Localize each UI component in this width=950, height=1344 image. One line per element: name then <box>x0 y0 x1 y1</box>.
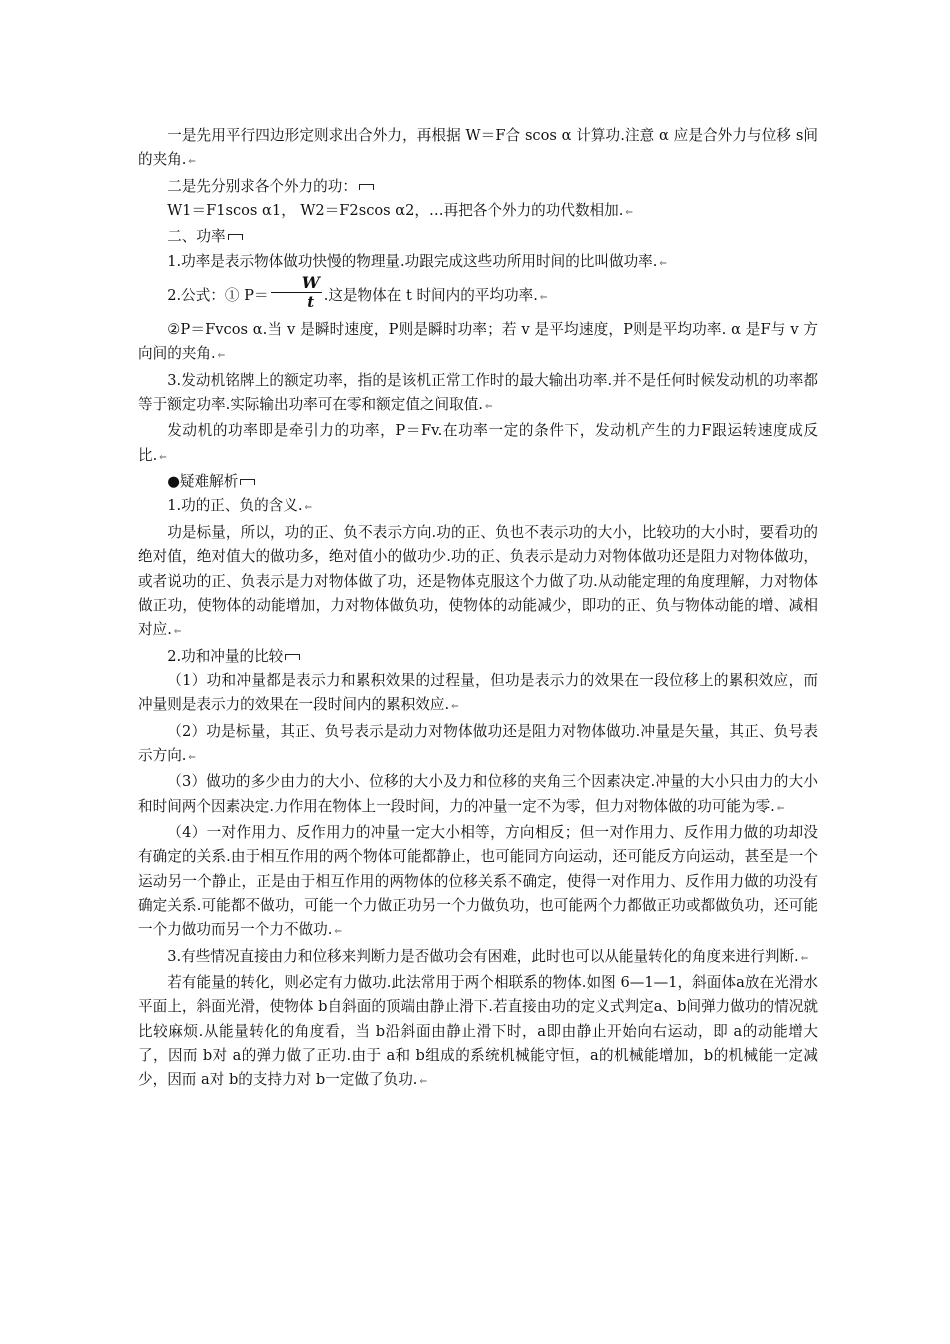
paragraph-mark-icon: ⇐ <box>304 503 313 514</box>
paragraph-text: 2.公式：① P＝ <box>167 287 269 305</box>
paragraph <box>138 945 818 971</box>
paragraph-mark-icon: ⇐ <box>539 293 548 304</box>
paragraph-text: 1.功率是表示物体做功快慢的物理量.功跟完成这些功所用时间的比叫做功率. <box>167 252 658 270</box>
paragraph-text: （1）功和冲量都是表示力和累积效果的过程量，但功是表示力的效果在一段位移上的累积效应，而冲量则是表示力的效果在一段时间内的累积效应. <box>138 671 818 714</box>
paragraph-mark-icon: ⇐ <box>659 258 667 269</box>
paragraph-text: 3.有些情况直接由力和位移来判断力是否做功会有困难，此时也可以从能量转化的角度来进行判断. <box>167 947 799 965</box>
paragraph-text: （3）做功的多少由力的大小、位移的大小及力和位移的夹角三个因素决定.冲量的大小只由力的大小和时间两个因素决定.力作用在物体上一段时间，力的冲量一定不为零，但力对物体做的功可能为零. <box>138 773 818 815</box>
heading-text: ●疑难解析 <box>167 473 239 491</box>
paragraph-mark-icon: ⇐ <box>173 627 182 638</box>
paragraph-text: 若有能量的转化，则必定有力做功.此法常用于两个相联系的物体.如图 6—1—1，斜面体a放在光滑水平面上，斜面光滑，使物体 b自斜面的顶端由静止滑下.若直接由功的定义式判定a、b间弹力做功的情况就比较麻烦.从能量转化的角度看，当 b沿斜面由静止滑下时，a即由静止开始向右运动，即 a的动能增大了，因而 b对 a的弹力做了正功.由于 a和 b组成的系统机械能守恒，a的机械能增加，b的机械能一定减少，因而 a对 b的支持力对 b一定做了负功. <box>138 974 818 1089</box>
paragraph <box>138 369 818 420</box>
paragraph <box>138 494 818 520</box>
paragraph <box>138 250 818 276</box>
paragraph <box>138 669 818 720</box>
paragraph-mark-icon: ⇐ <box>625 208 633 219</box>
paragraph <box>138 720 818 771</box>
paragraph <box>138 199 818 225</box>
paragraph <box>138 124 818 175</box>
paragraph-text: （2）功是标量，其正、负号表示是动力对物体做功还是阻力对物体做功.冲量是矢量，其正、负号表示方向. <box>138 722 818 764</box>
paragraph-mark-icon: ⇐ <box>419 1077 427 1088</box>
fraction-denominator: t <box>307 292 315 311</box>
paragraph-text: 二是先分别求各个外力的功： <box>167 177 357 195</box>
paragraph-mark-icon: ⇐ <box>188 157 196 168</box>
paragraph-text: 1.功的正、负的含义. <box>167 497 303 515</box>
paragraph-mark-icon: ⇐ <box>800 953 809 964</box>
paragraph <box>138 419 818 470</box>
heading-text: 二、功率 <box>167 228 226 246</box>
paragraph-text: 3.发动机铭牌上的额定功率，指的是该机正常工作时的最大输出功率.并不是任何时候发动机的功率都等于额定功率.实际输出功率可在零和额定值之间取值. <box>138 371 818 414</box>
paragraph-text: 2.功和冲量的比较 <box>167 647 284 665</box>
paragraph-mark-icon: ⇐ <box>451 702 459 713</box>
section-heading <box>138 470 818 494</box>
paragraph-text: 发动机的功率即是牵引力的功率，P＝Fv.在功率一定的条件下，发动机产生的力F跟运转速度成反比. <box>138 422 818 464</box>
fraction-numerator: W <box>271 274 322 293</box>
line-break-icon <box>228 234 243 240</box>
line-break-icon <box>359 184 374 190</box>
paragraph <box>138 971 818 1095</box>
power-fraction <box>271 274 322 311</box>
paragraph <box>138 318 818 369</box>
paragraph-text: .这是物体在 t 时间内的平均功率. <box>323 287 538 305</box>
paragraph-mark-icon: ⇐ <box>334 927 342 938</box>
line-break-icon <box>240 479 255 485</box>
paragraph-text: ②P＝Fvcos α.当 v 是瞬时速度，P则是瞬时功率；若 v 是平均速度，P则是平均功率. α 是F与 v 方向间的夹角. <box>138 321 818 363</box>
paragraph-mark-icon: ⇐ <box>217 351 226 362</box>
paragraph-text: （4）一对作用力、反作用力的冲量一定大小相等，方向相反；但一对作用力、反作用力做的功却没有确定的关系.由于相互作用的两个物体可能都静止，也可能同方向运动，还可能反方向运动，甚至是一个运动另一个静止，正是由于相互作用的两物体的位移关系不确定，使得一对作用力、反作用力做的功没有确定关系.可能都不做功，可能一个力做正功另一个力做负功，也可能两个力都做正功或都做负功，还可能一个力做功而另一个力不做功. <box>138 823 818 939</box>
paragraph-mark-icon: ⇐ <box>776 803 785 814</box>
paragraph-mark-icon: ⇐ <box>159 452 167 463</box>
paragraph <box>138 821 818 945</box>
paragraph-text: W1＝F1scos α1， W2＝F2scos α2，…再把各个外力的功代数相加. <box>167 202 624 220</box>
paragraph <box>138 645 818 669</box>
paragraph <box>138 175 818 199</box>
paragraph-text: 一是先用平行四边形定则求出合外力，再根据 W＝F合 scos α 计算功.注意 α 应是合外力与位移 s间的夹角. <box>138 127 818 169</box>
paragraph-text: 功是标量，所以，功的正、负不表示方向.功的正、负也不表示功的大小，比较功的大小时，要看功的绝对值，绝对值大的做功多，绝对值小的做功少.功的正、负表示是动力对物体做功还是阻力对物体做功，或者说功的正、负表示是力对物体做了功，还是物体克服这个力做了功.从动能定理的角度理解，力对物体做正功，使物体的动能增加，力对物体做负功，使物体的动能减少，即功的正、负与物体动能的增、减相对应. <box>138 523 818 639</box>
document-body <box>138 124 818 1095</box>
paragraph-mark-icon: ⇐ <box>188 752 196 763</box>
paragraph <box>138 770 818 821</box>
section-heading <box>138 225 818 249</box>
line-break-icon <box>285 654 300 660</box>
paragraph-mark-icon: ⇐ <box>484 402 493 413</box>
paragraph <box>138 521 818 645</box>
formula-paragraph <box>138 272 818 318</box>
